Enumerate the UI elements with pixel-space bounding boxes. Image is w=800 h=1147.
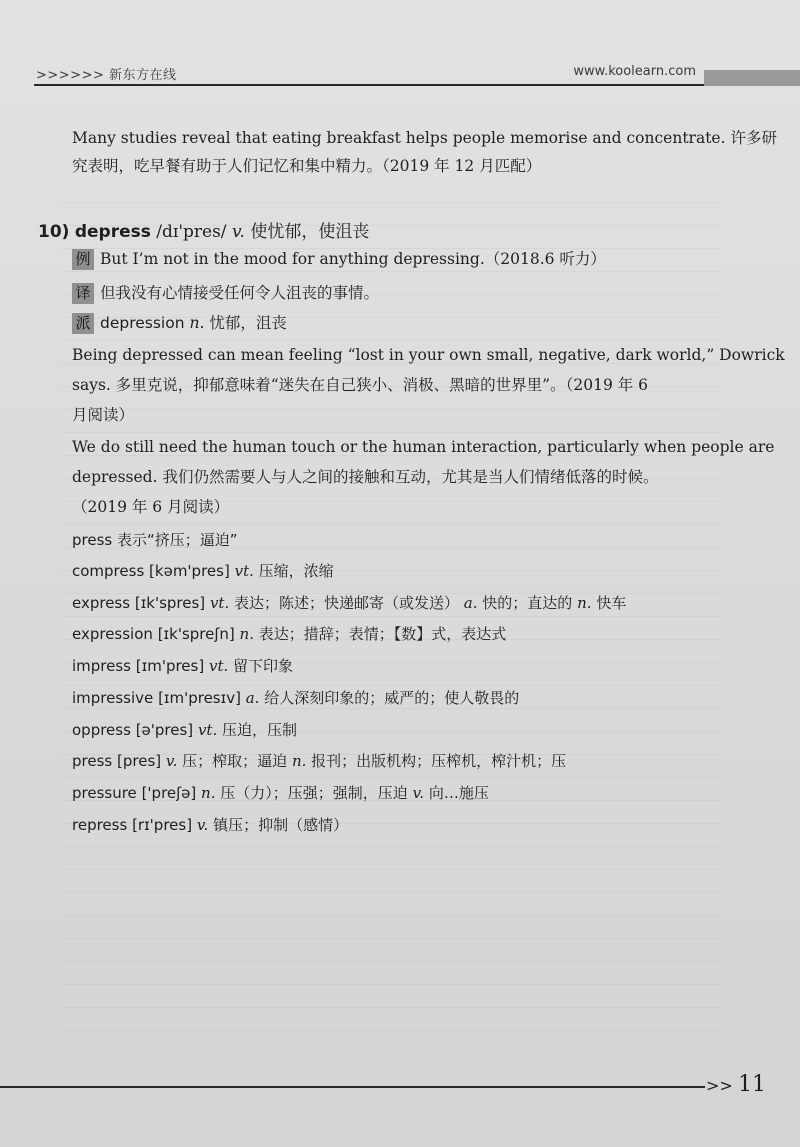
paragraph-2-line-1: We do still need the human touch or the human interaction, particularly when people are xyxy=(72,438,775,456)
root-word-pos: n. xyxy=(291,752,307,771)
intro-line-1: Many studies reveal that eating breakfast helps people memorise and concentrate. 许多研 xyxy=(72,129,777,147)
derivative-line xyxy=(72,313,287,334)
root-word-phonetic: [pres] xyxy=(117,752,162,771)
root-word-phonetic: [ɪk'spres] xyxy=(134,593,206,612)
root-word-meaning: 表达；措辞；表情；【数】式，表达式 xyxy=(258,625,507,644)
translation-label: 译 xyxy=(72,283,94,304)
root-word: repress xyxy=(72,815,128,834)
root-word-row xyxy=(72,751,566,771)
root-word: expression xyxy=(72,625,153,644)
entry-meaning: 使忧郁，使沮丧 xyxy=(250,222,370,242)
translation-line xyxy=(72,283,379,304)
root-word-meaning: 向…施压 xyxy=(428,783,489,802)
root-word-meaning: 留下印象 xyxy=(233,657,294,676)
root-word: impress xyxy=(72,657,131,676)
root-word-pos: vt. xyxy=(208,657,229,676)
root-word-phonetic: [rɪ'pres] xyxy=(132,815,193,834)
root-word-meaning: 压；榨取；逼迫 xyxy=(182,752,288,771)
root-word-phonetic: ['preʃə] xyxy=(141,783,197,802)
root-word-meaning: 压缩，浓缩 xyxy=(258,562,334,580)
root-word: press xyxy=(72,752,113,771)
root-word-meaning: 快车 xyxy=(596,593,627,612)
header-publisher: >>>>>> 新东方在线 xyxy=(36,68,177,83)
translation-text: 但我没有心情接受任何令人沮丧的事情。 xyxy=(100,284,380,302)
root-word-phonetic: [ə'pres] xyxy=(135,720,194,739)
root-word-pos: vt. xyxy=(234,562,254,580)
root-word-pos: v. xyxy=(196,815,209,834)
root-word-pos: v. xyxy=(165,752,178,771)
entry-pos: v. xyxy=(231,222,245,242)
root-word-row xyxy=(72,656,293,676)
root-word-phonetic: [ɪm'presɪv] xyxy=(158,688,241,707)
root-word: express xyxy=(72,593,131,612)
example-line xyxy=(72,249,606,270)
root-word-row xyxy=(72,688,519,708)
root-word-phonetic: [ɪm'pres] xyxy=(135,657,205,676)
root-word-meaning: 压（力）；压强；强制，压迫 xyxy=(220,783,408,802)
derivative-label: 派 xyxy=(72,313,94,334)
header-decoration-bar xyxy=(704,70,800,86)
root-word-row xyxy=(72,783,489,803)
root-word-pos: n. xyxy=(239,625,254,644)
root-word-meaning: 快的；直达的 xyxy=(482,593,573,612)
root-word-pos: vt. xyxy=(197,720,218,739)
header-website: www.koolearn.com xyxy=(573,64,696,79)
root-word-pos: a. xyxy=(463,593,478,612)
entry-heading xyxy=(38,217,369,242)
entry-number: 10) xyxy=(38,222,70,242)
intro-line-2: 究表明，吃早餐有助于人们记忆和集中精力。（2019 年 12 月匹配） xyxy=(72,157,542,175)
footer-rule xyxy=(0,1086,705,1088)
root-word-meaning: 镇压；抑制（感情） xyxy=(213,815,349,834)
root-word-pos: n. xyxy=(577,593,592,612)
root-intro: press 表示“挤压；逼迫” xyxy=(72,531,238,549)
footer-arrows: >> xyxy=(706,1076,733,1095)
root-word-pos: v. xyxy=(412,783,425,802)
derivative-word: depression xyxy=(100,314,185,332)
paragraph-2-line-2: depressed. 我们仍然需要人与人之间的接触和互动，尤其是当人们情绪低落的时候。 xyxy=(72,468,659,486)
example-label: 例 xyxy=(72,249,94,270)
root-word-meaning: 报刊；出版机构；压榨机，榨汁机；压 xyxy=(311,752,567,771)
paragraph-1-line-3: 月阅读） xyxy=(72,406,135,424)
example-text: But I’m not in the mood for anything depressing.（2018.6 听力） xyxy=(100,250,606,268)
paragraph-2-line-3: （2019 年 6 月阅读） xyxy=(72,498,230,516)
root-word-phonetic: [ɪk'spreʃn] xyxy=(157,625,235,644)
root-word-row xyxy=(72,624,506,644)
header-rule xyxy=(34,84,704,86)
entry-word: depress xyxy=(74,222,151,242)
root-word-row xyxy=(72,815,348,835)
root-word-row xyxy=(72,593,626,613)
entry-phonetic: /dɪ'pres/ xyxy=(156,222,227,242)
root-word-row xyxy=(72,720,297,740)
root-word-row xyxy=(72,561,334,581)
root-word: pressure xyxy=(72,783,137,802)
root-word: oppress xyxy=(72,720,131,739)
derivative-meaning: 忧郁，沮丧 xyxy=(209,314,287,332)
root-word: impressive xyxy=(72,688,154,707)
page-number: 11 xyxy=(738,1072,766,1097)
root-word-pos: n. xyxy=(201,783,216,802)
root-word: compress xyxy=(72,562,145,580)
root-word-phonetic: [kəm'pres] xyxy=(149,562,230,580)
root-word-pos: vt. xyxy=(209,593,230,612)
paragraph-1-line-1: Being depressed can mean feeling “lost in your own small, negative, dark world,” Dowrick xyxy=(72,346,785,364)
root-word-pos: a. xyxy=(245,688,260,707)
root-word-meaning: 压迫，压制 xyxy=(222,720,298,739)
derivative-pos: n. xyxy=(189,314,205,332)
paragraph-1-line-2: says. 多里克说，抑郁意味着“迷失在自己狭小、消极、黑暗的世界里”。（2019 年 6 xyxy=(72,376,649,394)
root-word-meaning: 表达；陈述；快递邮寄（或发送） xyxy=(234,593,460,612)
root-word-meaning: 给人深刻印象的；威严的；使人敬畏的 xyxy=(264,688,520,707)
